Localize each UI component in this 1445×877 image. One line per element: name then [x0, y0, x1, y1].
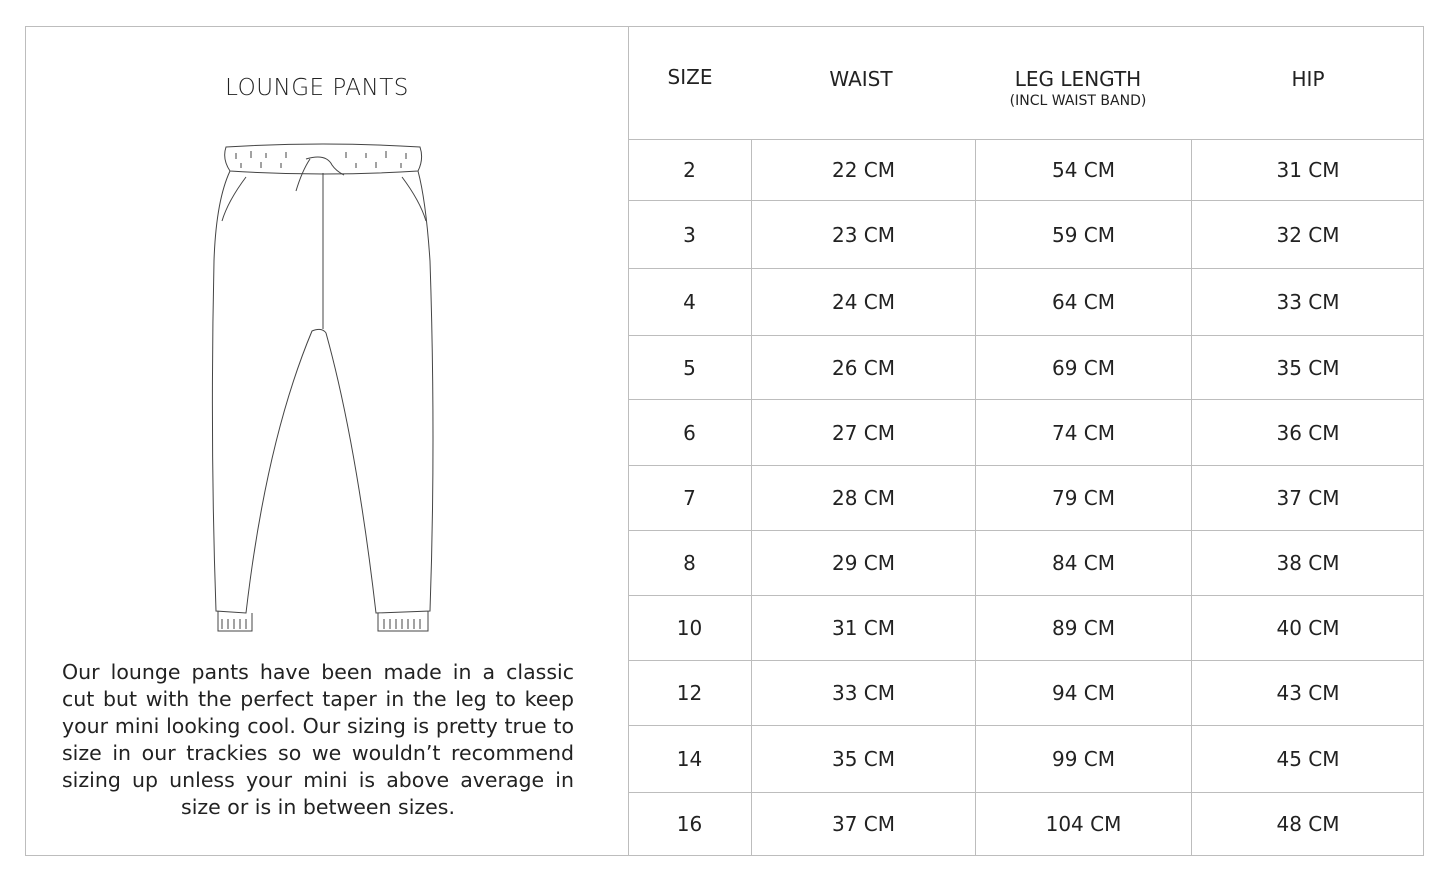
table-row	[628, 140, 1424, 201]
table-row	[628, 596, 1424, 661]
cell-size: 5	[628, 336, 752, 399]
cell-leg: 74 CM	[976, 400, 1192, 465]
cell-size: 2	[628, 140, 752, 200]
cell-waist: 33 CM	[752, 661, 976, 725]
header-size: SIZE	[667, 65, 713, 89]
cell-hip: 35 CM	[1276, 355, 1340, 380]
cell-hip: 45 CM	[1276, 747, 1340, 771]
cell-size: 10	[628, 596, 752, 660]
product-description: Our lounge pants have been made in a classic cut but with the perfect taper in the leg to keep your mini looking cool. Our sizing is pretty true to size in our trackies so we wouldn’t recommend sizing up unless your mini is above average in size or is in between sizes.	[62, 660, 574, 819]
size-table	[628, 27, 1424, 855]
cell-hip: 36 CM	[1276, 420, 1340, 445]
cell-leg: 84 CM	[976, 531, 1192, 595]
cell-hip: 40 CM	[1276, 616, 1340, 640]
cell-hip: 43 CM	[1276, 681, 1340, 705]
cell-waist: 26 CM	[752, 336, 976, 399]
cell-waist: 29 CM	[752, 531, 976, 595]
table-row	[628, 336, 1424, 400]
cell-size: 4	[628, 269, 752, 335]
header-leg-length-label: LEG LENGTH	[1014, 67, 1142, 91]
table-row	[628, 269, 1424, 336]
cell-leg: 79 CM	[976, 466, 1192, 530]
table-row	[628, 466, 1424, 531]
header-waist: WAIST	[829, 67, 893, 91]
cell-size: 14	[628, 726, 752, 792]
cell-size: 3	[628, 201, 752, 268]
cell-hip: 38 CM	[1276, 551, 1340, 575]
cell-leg: 54 CM	[976, 140, 1192, 200]
cell-hip: 32 CM	[1276, 222, 1340, 247]
cell-waist: 27 CM	[752, 400, 976, 465]
cell-size: 7	[628, 466, 752, 530]
table-row	[628, 726, 1424, 793]
header-leg-length	[976, 67, 1180, 109]
cell-waist: 22 CM	[752, 140, 976, 200]
cell-waist: 24 CM	[752, 269, 976, 335]
table-header	[628, 27, 1424, 140]
pants-illustration-icon	[206, 141, 440, 639]
cell-leg: 94 CM	[976, 661, 1192, 725]
cell-size: 6	[628, 400, 752, 465]
cell-leg: 64 CM	[976, 269, 1192, 335]
cell-waist: 31 CM	[752, 596, 976, 660]
cell-hip: 48 CM	[1276, 812, 1340, 836]
table-row	[628, 793, 1424, 855]
cell-leg: 89 CM	[976, 596, 1192, 660]
cell-leg: 69 CM	[976, 336, 1192, 399]
cell-hip: 37 CM	[1276, 486, 1340, 510]
table-row	[628, 201, 1424, 269]
product-title: LOUNGE PANTS	[225, 75, 409, 101]
cell-waist: 35 CM	[752, 726, 976, 792]
cell-leg: 104 CM	[976, 793, 1192, 855]
cell-hip: 33 CM	[1276, 290, 1340, 314]
cell-leg: 59 CM	[976, 201, 1192, 268]
cell-size: 12	[628, 661, 752, 725]
cell-waist: 28 CM	[752, 466, 976, 530]
cell-leg: 99 CM	[976, 726, 1192, 792]
product-panel	[26, 27, 629, 855]
header-hip: HIP	[1291, 67, 1325, 91]
header-leg-length-note: (INCL WAIST BAND)	[1009, 93, 1147, 109]
table-row	[628, 400, 1424, 466]
cell-waist: 37 CM	[752, 793, 976, 855]
cell-size: 8	[628, 531, 752, 595]
size-guide-frame	[25, 26, 1424, 856]
table-row	[628, 531, 1424, 596]
table-row	[628, 661, 1424, 726]
cell-hip: 31 CM	[1276, 158, 1340, 182]
cell-size: 16	[628, 793, 752, 855]
cell-waist: 23 CM	[752, 201, 976, 268]
